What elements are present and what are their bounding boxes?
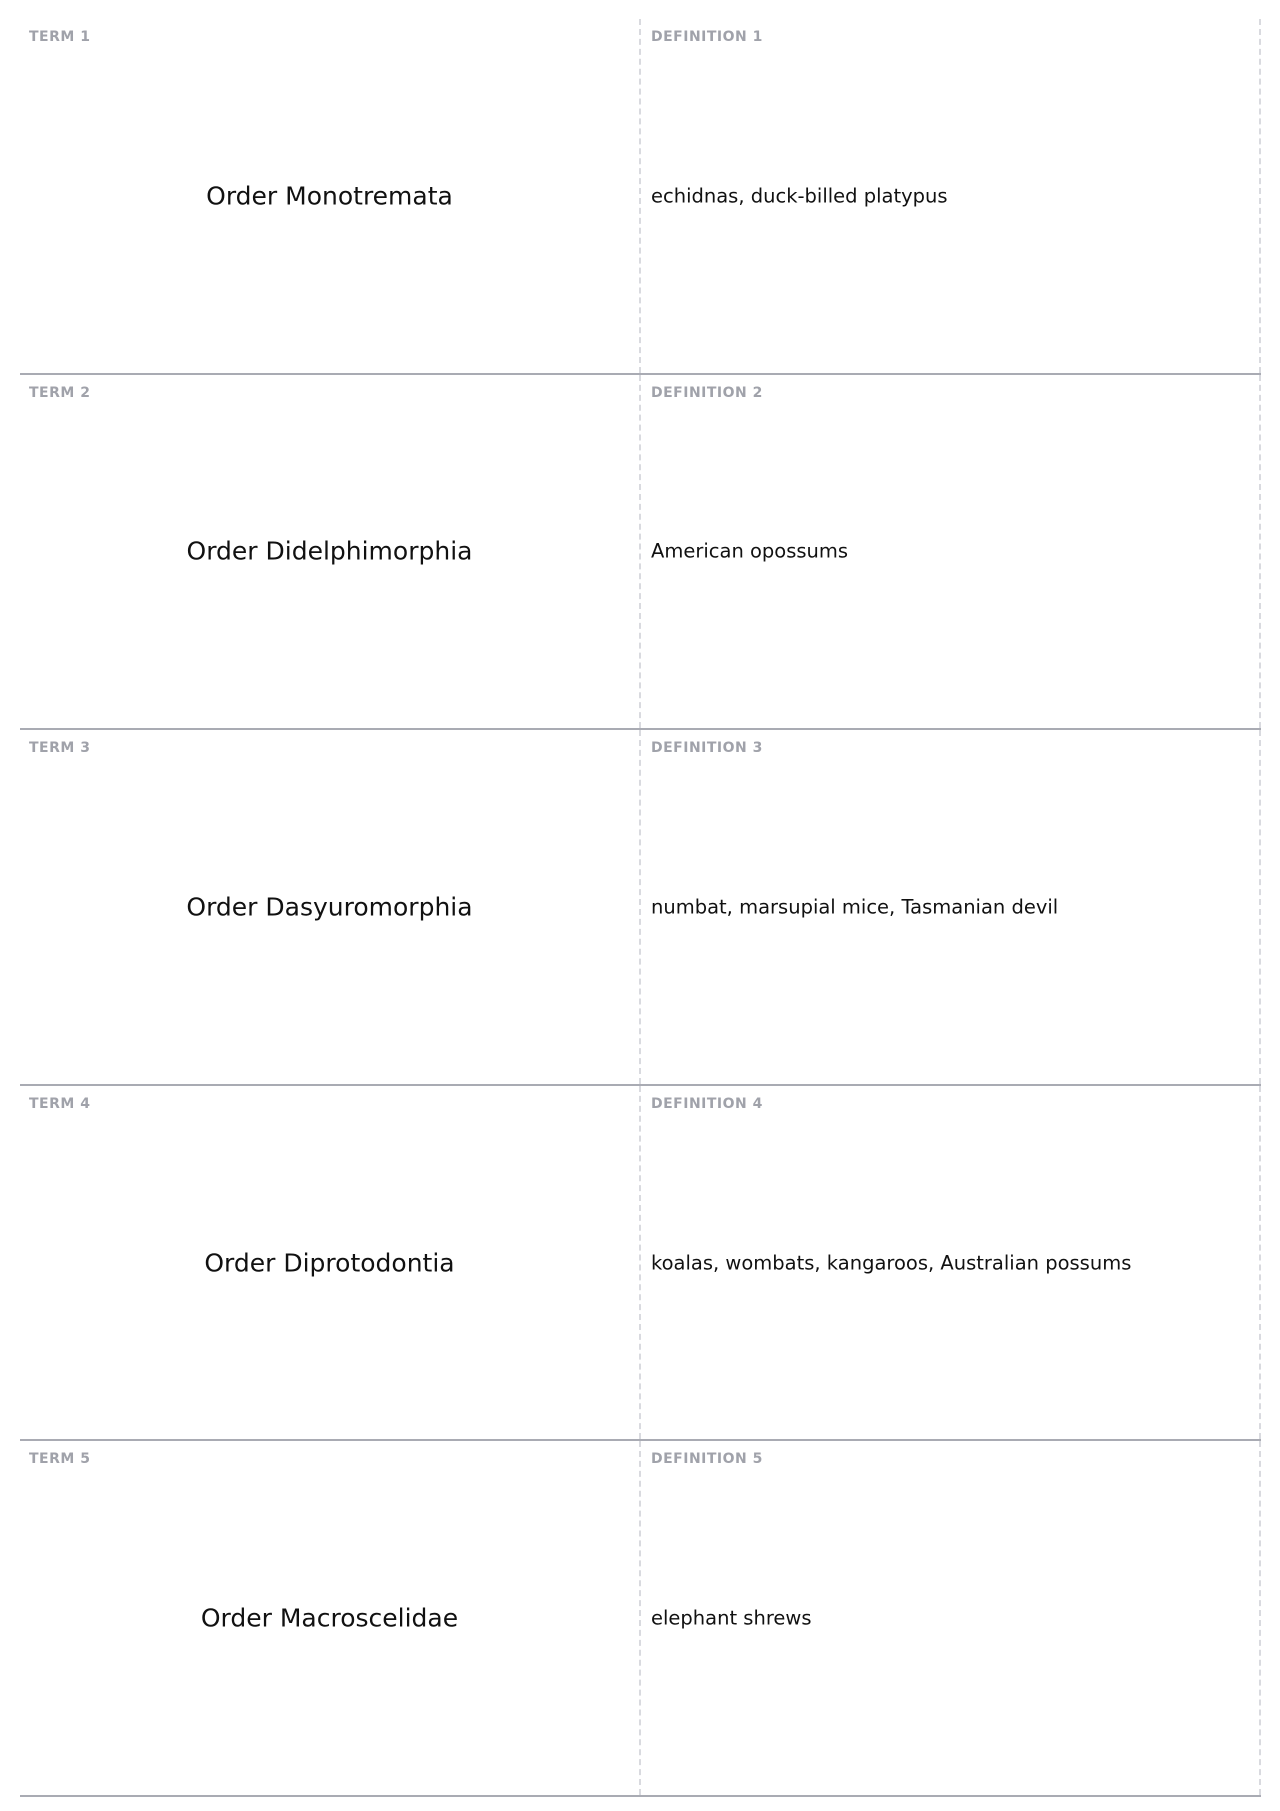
definition-cell [641, 375, 1261, 729]
term-cell [20, 1086, 641, 1440]
definition-text: numbat, marsupial mice, Tasmanian devil [651, 895, 1059, 919]
term-label: TERM 1 [29, 29, 91, 45]
flashcard-sheet [20, 19, 1261, 1797]
definition-cell [641, 730, 1261, 1084]
definition-label: DEFINITION 1 [651, 29, 763, 45]
flashcard-row [20, 375, 1261, 731]
term-cell [20, 19, 641, 373]
term-cell [20, 1441, 641, 1795]
term-cell [20, 375, 641, 729]
flashcard-row [20, 1441, 1261, 1797]
definition-label: DEFINITION 3 [651, 740, 763, 757]
term-text: Order Monotremata [206, 181, 453, 211]
definition-text: elephant shrews [651, 1606, 812, 1630]
definition-label: DEFINITION 5 [651, 1451, 763, 1468]
term-text: Order Dasyuromorphia [186, 892, 473, 922]
term-label: TERM 4 [29, 1095, 91, 1112]
term-text: Order Didelphimorphia [186, 536, 473, 566]
definition-label: DEFINITION 4 [651, 1095, 763, 1112]
definition-cell [641, 1086, 1261, 1440]
definition-label: DEFINITION 2 [651, 384, 763, 401]
flashcard-row [20, 730, 1261, 1086]
definition-cell [641, 1441, 1261, 1795]
term-label: TERM 2 [29, 384, 91, 401]
definition-text: American opossums [651, 539, 849, 563]
term-cell [20, 730, 641, 1084]
flashcard-row [20, 19, 1261, 375]
definition-cell [641, 19, 1261, 373]
term-text: Order Macroscelidae [200, 1603, 459, 1633]
term-label: TERM 3 [29, 740, 91, 757]
term-label: TERM 5 [29, 1451, 91, 1468]
definition-text: echidnas, duck-billed platypus [651, 184, 948, 208]
term-text: Order Diprotodontia [204, 1248, 455, 1278]
flashcard-row [20, 1086, 1261, 1442]
definition-text: koalas, wombats, kangaroos, Australian possums [651, 1251, 1132, 1275]
